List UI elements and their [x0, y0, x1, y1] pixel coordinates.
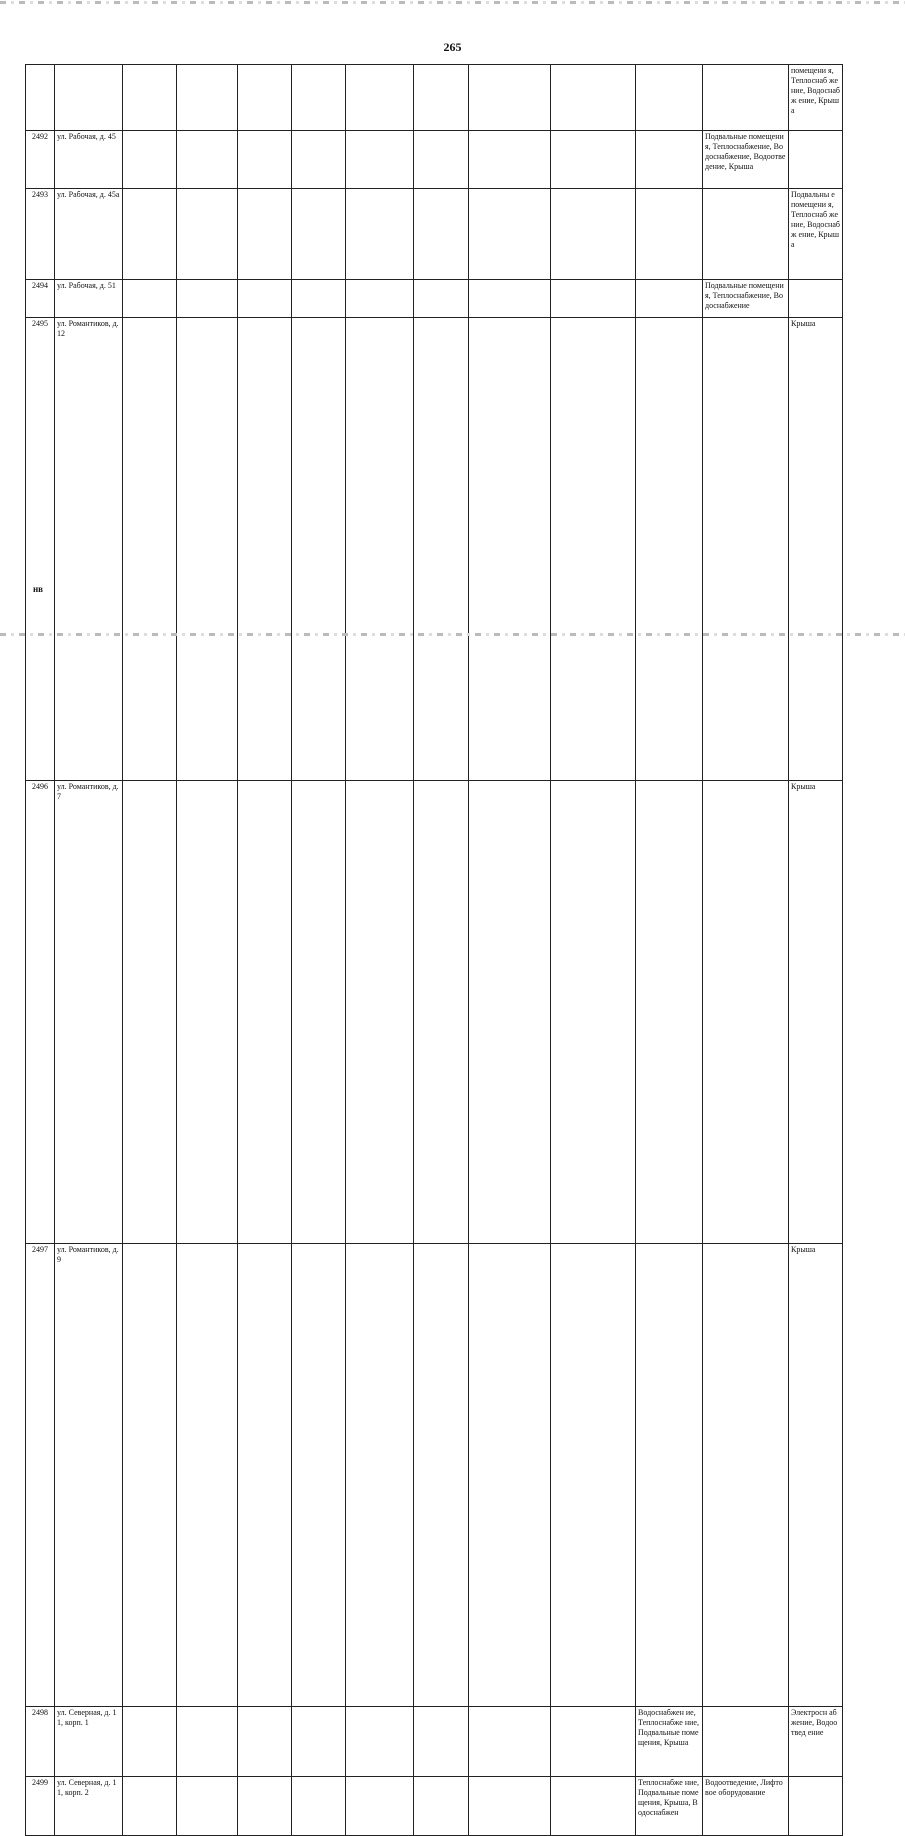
data-cell	[703, 65, 789, 131]
data-cell	[123, 781, 177, 1244]
data-cell	[414, 1244, 469, 1707]
data-cell	[551, 781, 636, 1244]
data-cell	[346, 1777, 414, 1836]
data-cell	[177, 280, 238, 318]
table-row	[26, 1244, 843, 1707]
address-cell: ул. Рабочая, д. 51	[55, 280, 123, 318]
scan-edge-top	[0, 1, 905, 4]
data-cell	[346, 1244, 414, 1707]
data-cell	[703, 1707, 789, 1777]
data-cell	[177, 318, 238, 781]
data-cell	[469, 189, 551, 280]
data-cell	[551, 318, 636, 781]
address-cell: ул. Рабочая, д. 45а	[55, 189, 123, 280]
data-cell	[636, 189, 703, 280]
row-number-cell: 2492	[26, 131, 55, 189]
data-cell	[177, 781, 238, 1244]
data-cell	[703, 318, 789, 781]
address-cell: ул. Романтиков, д. 9	[55, 1244, 123, 1707]
address-cell: ул. Романтиков, д. 7	[55, 781, 123, 1244]
data-cell	[551, 1707, 636, 1777]
data-cell: Подвальные помещения, Теплоснабжение, Водоснабжение, Водоотведение, Крыша	[703, 131, 789, 189]
data-cell	[703, 1244, 789, 1707]
data-cell	[238, 1707, 292, 1777]
data-cell	[414, 65, 469, 131]
data-cell	[292, 781, 346, 1244]
data-cell	[346, 280, 414, 318]
data-cell	[123, 1777, 177, 1836]
data-cell	[346, 189, 414, 280]
data-cell	[789, 280, 843, 318]
data-cell	[551, 131, 636, 189]
data-cell	[551, 65, 636, 131]
row-number-cell: 2498	[26, 1707, 55, 1777]
data-cell	[292, 65, 346, 131]
data-cell	[238, 1244, 292, 1707]
data-cell	[292, 1777, 346, 1836]
scan-edge-bottom	[0, 633, 905, 636]
data-cell	[123, 65, 177, 131]
data-cell	[177, 131, 238, 189]
data-cell	[238, 131, 292, 189]
data-cell	[346, 318, 414, 781]
data-cell: Водоотведение, Лифтовое оборудование	[703, 1777, 789, 1836]
data-cell	[123, 189, 177, 280]
table-row	[26, 65, 843, 131]
data-cell	[636, 131, 703, 189]
row-number-cell: 2495	[26, 318, 55, 781]
table-row	[26, 1777, 843, 1836]
data-cell	[469, 1244, 551, 1707]
data-cell	[469, 280, 551, 318]
data-cell	[292, 280, 346, 318]
data-cell	[414, 280, 469, 318]
data-cell	[292, 189, 346, 280]
data-cell	[177, 1777, 238, 1836]
row-number-cell: 2497	[26, 1244, 55, 1707]
data-cell	[177, 1244, 238, 1707]
data-cell: Крыша	[789, 318, 843, 781]
data-cell	[636, 65, 703, 131]
data-cell	[551, 189, 636, 280]
data-cell	[346, 781, 414, 1244]
data-cell	[789, 1777, 843, 1836]
address-cell	[55, 65, 123, 131]
data-cell: Электросн абжение, Водоотвед ение	[789, 1707, 843, 1777]
data-cell	[469, 781, 551, 1244]
footer-mark: нв	[33, 584, 44, 594]
data-cell: помещени я, Теплоснаб жение, Водоснабж ение, Крыша	[789, 65, 843, 131]
data-cell	[292, 131, 346, 189]
row-number-cell: 2499	[26, 1777, 55, 1836]
data-cell	[703, 781, 789, 1244]
data-cell	[414, 318, 469, 781]
data-cell	[292, 1707, 346, 1777]
data-cell	[636, 318, 703, 781]
data-cell	[636, 781, 703, 1244]
data-cell	[238, 318, 292, 781]
data-cell: Подвальны е помещени я, Теплоснаб жение, Водоснабж ение, Крыша	[789, 189, 843, 280]
data-cell: Крыша	[789, 781, 843, 1244]
data-cell	[238, 65, 292, 131]
address-cell: ул. Рабочая, д. 45	[55, 131, 123, 189]
data-cell	[346, 1707, 414, 1777]
data-cell	[469, 65, 551, 131]
data-cell	[292, 318, 346, 781]
document-table	[25, 64, 843, 1836]
data-cell	[414, 1707, 469, 1777]
data-cell	[238, 280, 292, 318]
data-cell	[469, 318, 551, 781]
data-cell	[123, 1707, 177, 1777]
data-cell	[414, 189, 469, 280]
data-cell	[414, 1777, 469, 1836]
data-cell	[238, 1777, 292, 1836]
table-row	[26, 131, 843, 189]
data-cell	[636, 1244, 703, 1707]
data-cell: Теплоснабже ние, Подвальные помещения, Крыша, Водоснабжен	[636, 1777, 703, 1836]
data-cell	[789, 131, 843, 189]
page-number: 265	[443, 40, 462, 54]
table-row	[26, 280, 843, 318]
data-cell	[177, 1707, 238, 1777]
data-cell	[414, 131, 469, 189]
data-cell	[177, 189, 238, 280]
data-cell	[469, 1707, 551, 1777]
data-cell	[238, 189, 292, 280]
address-cell: ул. Романтиков, д. 12	[55, 318, 123, 781]
data-cell	[292, 1244, 346, 1707]
row-number-cell	[26, 65, 55, 131]
data-cell	[551, 1777, 636, 1836]
data-cell: Водоснабжен ие, Теплоснабже ние, Подвальные помещения, Крыша	[636, 1707, 703, 1777]
data-cell	[551, 280, 636, 318]
data-cell: Крыша	[789, 1244, 843, 1707]
row-number-cell: 2493	[26, 189, 55, 280]
data-cell	[123, 318, 177, 781]
data-cell	[177, 65, 238, 131]
data-cell	[123, 1244, 177, 1707]
address-cell: ул. Северная, д. 11, корп. 1	[55, 1707, 123, 1777]
data-cell	[123, 280, 177, 318]
data-cell	[123, 131, 177, 189]
data-cell	[551, 1244, 636, 1707]
data-cell	[703, 189, 789, 280]
data-cell	[469, 1777, 551, 1836]
table-row	[26, 189, 843, 280]
row-number-cell: 2496	[26, 781, 55, 1244]
data-cell	[636, 280, 703, 318]
table-row	[26, 781, 843, 1244]
table-row	[26, 1707, 843, 1777]
data-cell	[346, 65, 414, 131]
data-cell	[414, 781, 469, 1244]
data-cell	[469, 131, 551, 189]
data-cell: Подвальные помещения, Теплоснабжение, Водоснабжение	[703, 280, 789, 318]
address-cell: ул. Северная, д. 11, корп. 2	[55, 1777, 123, 1836]
data-cell	[238, 781, 292, 1244]
table-row	[26, 318, 843, 781]
data-cell	[346, 131, 414, 189]
row-number-cell: 2494	[26, 280, 55, 318]
